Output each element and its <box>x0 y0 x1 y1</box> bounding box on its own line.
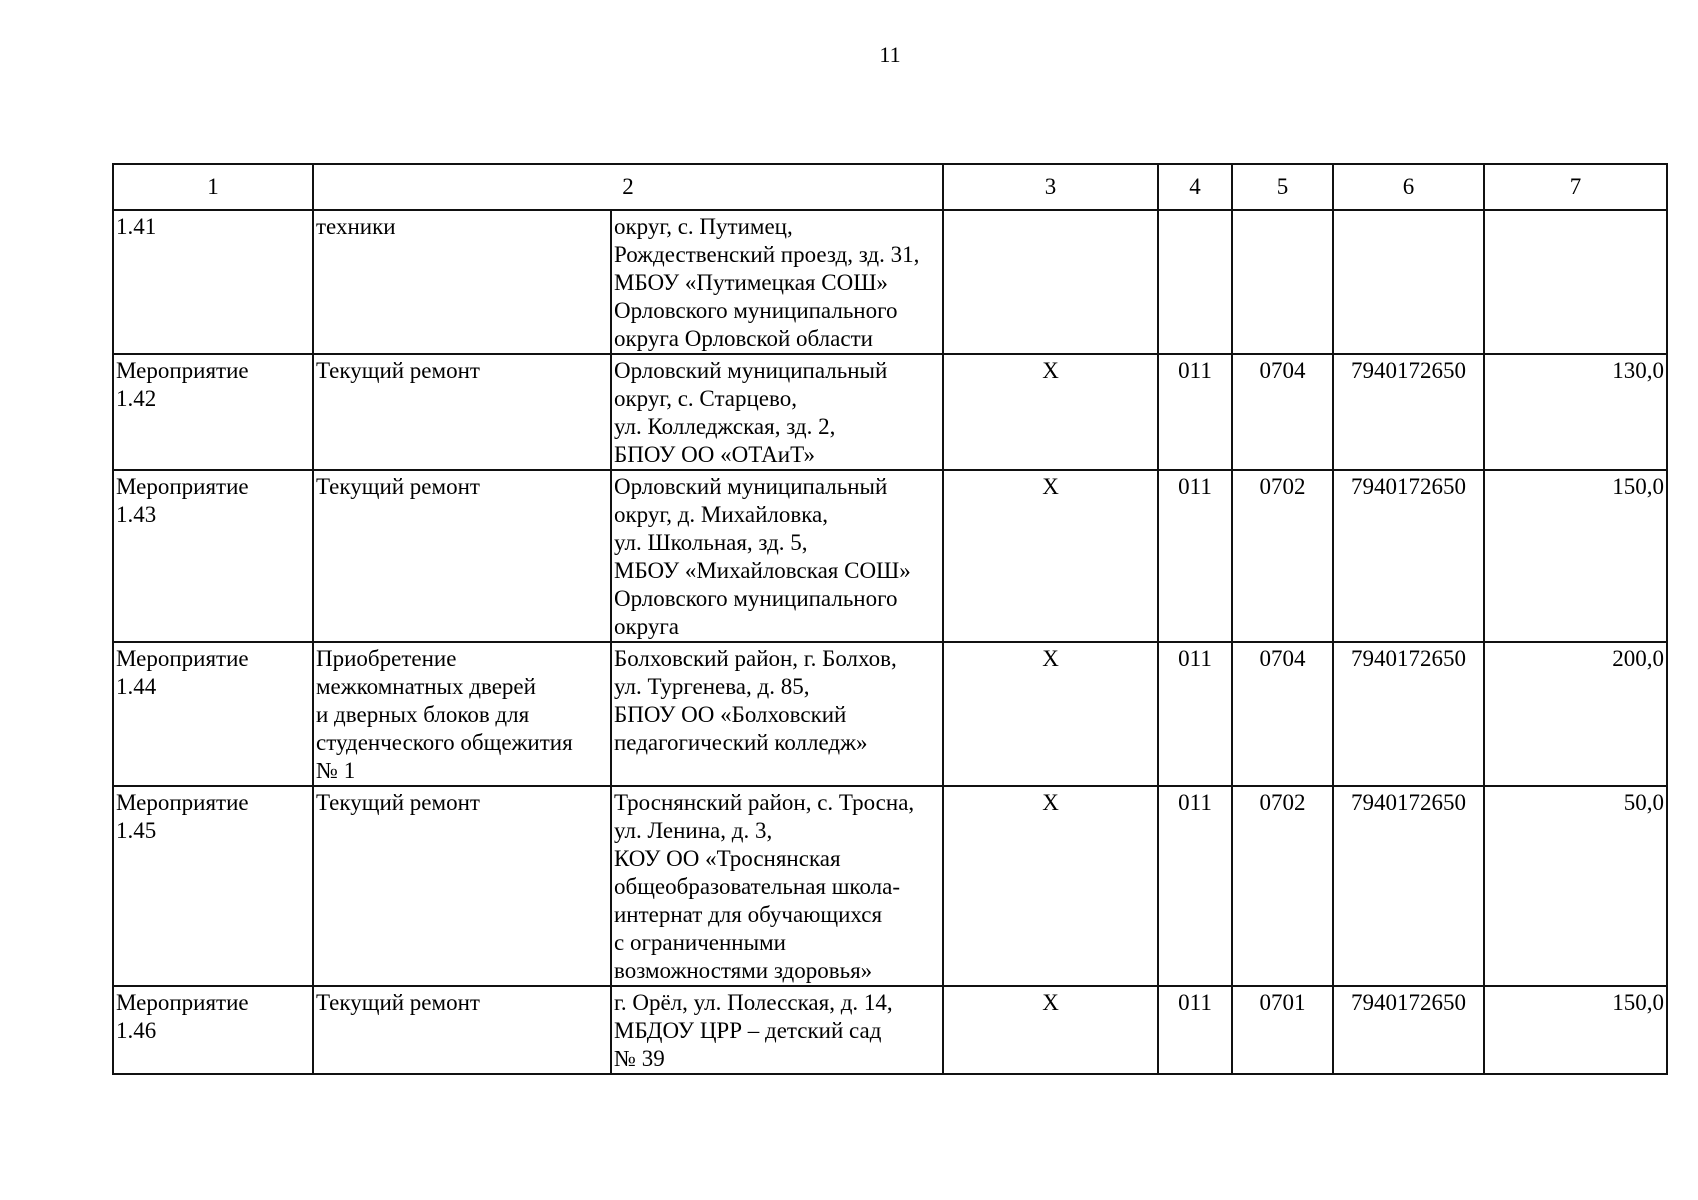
col4-cell: 011 <box>1158 786 1232 986</box>
amount-cell: 150,0 <box>1484 986 1667 1074</box>
event-number-cell <box>113 986 313 1074</box>
event-name-cell-line: Текущий ремонт <box>316 790 480 815</box>
address-cell-line: Троснянский район, с. Тросна, <box>614 790 915 815</box>
address-cell <box>611 786 943 986</box>
address-cell <box>611 210 943 354</box>
header-cell-5: 5 <box>1232 164 1333 210</box>
address-cell-line: округа Орловской области <box>614 326 873 351</box>
amount-cell: 200,0 <box>1484 642 1667 786</box>
col3-cell: X <box>943 470 1158 642</box>
address-cell-line: № 39 <box>614 1046 665 1071</box>
event-number-cell-line: 1.44 <box>116 674 157 699</box>
address-cell-line: округ, с. Путимец, <box>614 214 793 239</box>
event-name-cell-line: Текущий ремонт <box>316 474 480 499</box>
address-cell-line: г. Орёл, ул. Полесская, д. 14, <box>614 990 893 1015</box>
address-cell-line: ул. Колледжская, зд. 2, <box>614 414 836 439</box>
table-row <box>113 210 1667 354</box>
col6-cell: 7940172650 <box>1333 470 1484 642</box>
address-cell-line: педагогический колледж» <box>614 730 868 755</box>
address-cell-line: БПОУ ОО «Болховский <box>614 702 847 727</box>
event-number-cell <box>113 642 313 786</box>
event-name-cell <box>313 354 611 470</box>
budget-table <box>112 163 1668 1075</box>
address-cell-line: ул. Тургенева, д. 85, <box>614 674 810 699</box>
col6-cell <box>1333 210 1484 354</box>
event-number-cell-line: 1.41 <box>116 214 157 239</box>
col4-cell: 011 <box>1158 354 1232 470</box>
address-cell-line: Болховский район, г. Болхов, <box>614 646 897 671</box>
amount-cell <box>1484 210 1667 354</box>
address-cell-line: МБОУ «Путимецкая СОШ» <box>614 270 888 295</box>
event-number-cell-line: 1.42 <box>116 386 157 411</box>
event-name-cell-line: студенческого общежития <box>316 730 573 755</box>
amount-cell: 50,0 <box>1484 786 1667 986</box>
event-number-cell <box>113 786 313 986</box>
address-cell <box>611 642 943 786</box>
table-row <box>113 470 1667 642</box>
address-cell-line: Орловского муниципального <box>614 298 898 323</box>
col3-cell: X <box>943 354 1158 470</box>
address-cell-line: с ограниченными <box>614 930 786 955</box>
table-row <box>113 986 1667 1074</box>
col4-cell: 011 <box>1158 986 1232 1074</box>
address-cell-line: возможностями здоровья» <box>614 958 873 983</box>
event-name-cell-line: Текущий ремонт <box>316 358 480 383</box>
event-number-cell-line: 1.43 <box>116 502 157 527</box>
event-name-cell <box>313 986 611 1074</box>
header-cell-4: 4 <box>1158 164 1232 210</box>
amount-cell: 130,0 <box>1484 354 1667 470</box>
address-cell-line: Орловского муниципального <box>614 586 898 611</box>
event-number-cell-line: 1.46 <box>116 1018 157 1043</box>
col3-cell: X <box>943 642 1158 786</box>
col3-cell: X <box>943 986 1158 1074</box>
col3-cell <box>943 210 1158 354</box>
event-name-cell <box>313 470 611 642</box>
address-cell-line: МБДОУ ЦРР – детский сад <box>614 1018 882 1043</box>
address-cell-line: округа <box>614 614 680 639</box>
header-cell-1: 1 <box>113 164 313 210</box>
col6-cell: 7940172650 <box>1333 786 1484 986</box>
event-number-cell-line: 1.45 <box>116 818 157 843</box>
table-row <box>113 354 1667 470</box>
col5-cell: 0702 <box>1232 786 1333 986</box>
table-row <box>113 642 1667 786</box>
address-cell-line: округ, д. Михайловка, <box>614 502 829 527</box>
address-cell-line: ул. Ленина, д. 3, <box>614 818 773 843</box>
event-number-cell-line: Мероприятие <box>116 646 249 671</box>
address-cell-line: Рождественский проезд, зд. 31, <box>614 242 920 267</box>
header-cell-2: 2 <box>313 164 943 210</box>
address-cell-line: БПОУ ОО «ОТАиТ» <box>614 442 816 467</box>
col4-cell: 011 <box>1158 642 1232 786</box>
event-name-cell <box>313 210 611 354</box>
event-number-cell <box>113 470 313 642</box>
header-row <box>113 164 1667 210</box>
address-cell-line: округ, с. Старцево, <box>614 386 797 411</box>
event-number-cell-line: Мероприятие <box>116 474 249 499</box>
col3-cell: X <box>943 786 1158 986</box>
event-name-cell-line: техники <box>316 214 396 239</box>
event-name-cell <box>313 786 611 986</box>
event-name-cell-line: Приобретение <box>316 646 457 671</box>
col5-cell: 0701 <box>1232 986 1333 1074</box>
address-cell-line: МБОУ «Михайловская СОШ» <box>614 558 911 583</box>
col5-cell: 0704 <box>1232 354 1333 470</box>
event-number-cell-line: Мероприятие <box>116 990 249 1015</box>
col6-cell: 7940172650 <box>1333 986 1484 1074</box>
address-cell-line: Орловский муниципальный <box>614 474 888 499</box>
header-cell-3: 3 <box>943 164 1158 210</box>
amount-cell: 150,0 <box>1484 470 1667 642</box>
event-number-cell <box>113 210 313 354</box>
table-row <box>113 786 1667 986</box>
header-cell-7: 7 <box>1484 164 1667 210</box>
address-cell-line: ул. Школьная, зд. 5, <box>614 530 808 555</box>
event-number-cell <box>113 354 313 470</box>
address-cell-line: общеобразовательная школа- <box>614 874 900 899</box>
col6-cell: 7940172650 <box>1333 642 1484 786</box>
address-cell-line: Орловский муниципальный <box>614 358 888 383</box>
col4-cell <box>1158 210 1232 354</box>
col5-cell: 0702 <box>1232 470 1333 642</box>
address-cell-line: КОУ ОО «Троснянская <box>614 846 841 871</box>
col6-cell: 7940172650 <box>1333 354 1484 470</box>
col4-cell: 011 <box>1158 470 1232 642</box>
event-name-cell-line: № 1 <box>316 758 356 783</box>
event-name-cell-line: межкомнатных дверей <box>316 674 536 699</box>
address-cell <box>611 470 943 642</box>
address-cell <box>611 986 943 1074</box>
header-cell-6: 6 <box>1333 164 1484 210</box>
event-name-cell <box>313 642 611 786</box>
event-name-cell-line: и дверных блоков для <box>316 702 530 727</box>
event-name-cell-line: Текущий ремонт <box>316 990 480 1015</box>
event-number-cell-line: Мероприятие <box>116 358 249 383</box>
address-cell-line: интернат для обучающихся <box>614 902 883 927</box>
col5-cell: 0704 <box>1232 642 1333 786</box>
page-number: 11 <box>879 42 901 67</box>
event-number-cell-line: Мероприятие <box>116 790 249 815</box>
col5-cell <box>1232 210 1333 354</box>
address-cell <box>611 354 943 470</box>
